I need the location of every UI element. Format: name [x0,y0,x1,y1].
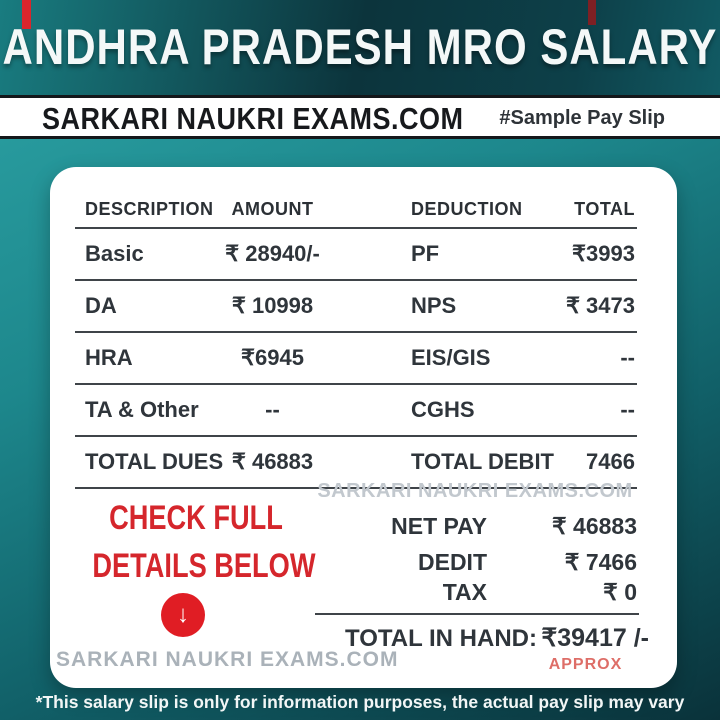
col-total: TOTAL [574,199,635,219]
cta-line2: DETAILS BELOW [92,545,316,585]
down-arrow-icon: ↓ [177,601,189,628]
summary-divider [315,613,639,615]
total-debit-label: TOTAL DEBIT [411,449,554,474]
row-amount: ₹6945 [241,345,304,370]
table-row [75,229,637,281]
row-amount: ₹ 10998 [231,293,314,318]
row-amount: -- [265,397,280,422]
table-row [75,281,637,333]
total-in-hand-value: ₹39417 /- [541,624,649,652]
brand-band [0,95,720,139]
row-description: DA [85,293,117,318]
net-pay-label: NET PAY [391,513,487,539]
total-in-hand-label: TOTAL IN HAND: [345,625,537,652]
row-deduction: EIS/GIS [411,345,491,370]
row-description: TA & Other [85,397,199,422]
summary-row-net-pay [315,513,637,541]
row-total: -- [620,397,635,422]
row-deduction: NPS [411,293,457,318]
total-dues-label: TOTAL DUES [85,449,224,474]
watermark-bottom: SARKARI NAUKRI EXAMS.COM [56,648,399,671]
scroll-down-button[interactable] [161,593,205,637]
cta-line1: CHECK FULL [109,497,283,537]
row-total: ₹3993 [572,241,635,266]
sample-pay-slip-tag: #Sample Pay Slip [499,107,665,129]
col-description: DESCRIPTION [85,199,214,219]
table-row [75,385,637,437]
col-deduction: DEDUCTION [411,199,523,219]
row-description: HRA [85,345,133,370]
row-total: -- [620,345,635,370]
title-band [0,0,720,95]
watermark-middle: SARKARI NAUKRI EXAMS.COM [317,480,633,502]
summary-row-tax [315,579,637,607]
summary-row-dedit [315,549,637,577]
salary-table [75,191,637,489]
dedit-label: DEDIT [418,549,487,575]
row-description: Basic [85,241,144,266]
page-title: ANDHRA PRADESH MRO SALARY [2,18,718,75]
row-amount: ₹ 28940/- [225,241,320,266]
approx-note: APPROX [548,656,623,673]
tax-value: ₹ 0 [603,579,637,605]
net-pay-value: ₹ 46883 [552,513,637,539]
pay-slip-card [50,167,677,688]
table-row [75,333,637,385]
brand-name: SARKARI NAUKRI EXAMS.COM [42,102,464,136]
total-debit-value: 7466 [586,449,635,474]
total-dues-value: ₹ 46883 [231,449,314,474]
row-deduction: CGHS [411,397,475,422]
dedit-value: ₹ 7466 [564,549,637,575]
row-total: ₹ 3473 [565,293,635,318]
col-amount: AMOUNT [231,199,314,219]
disclaimer-text: *This salary slip is only for information purposes, the actual pay slip may vary [35,692,685,712]
row-deduction: PF [411,241,440,266]
tax-label: TAX [442,579,487,605]
table-header-row [75,191,637,229]
